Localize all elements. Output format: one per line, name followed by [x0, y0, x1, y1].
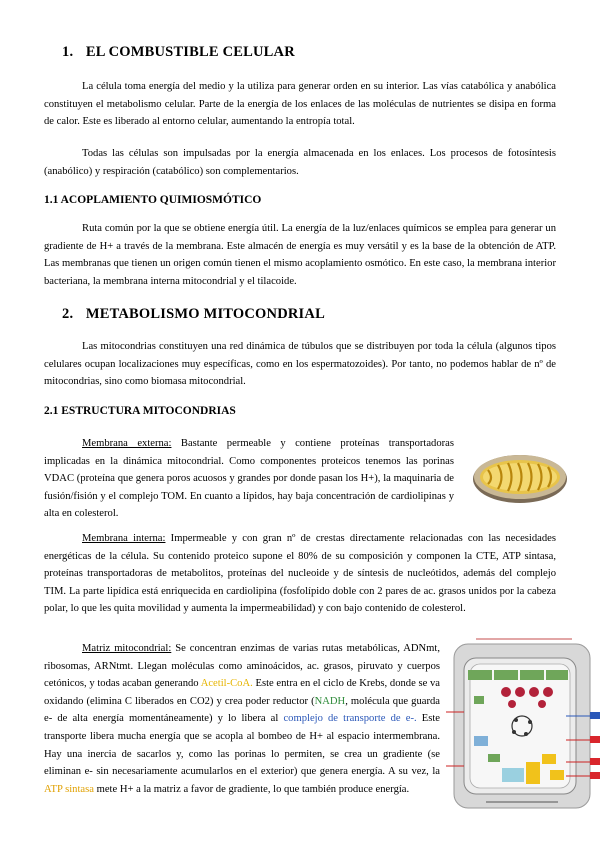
paragraph-membrana-interna	[44, 530, 556, 618]
text-matriz-3: , molécula que guarda e- de alta energía momentáneamente) y lo libera al	[44, 695, 440, 725]
paragraph-acoplamiento: Ruta común por la que se obtiene energía útil. La energía de la luz/enlaces químicos se emplea para generar un gradiente de H+ a través de la membrana. Este almacén de energía es muy versátil y es la base de la obtención de ATP. Las membranas que tienen un origen común tienen el mismo acoplamiento osmótico. En este caso, la membrana interior bacteriana, la membrana interna mitocondrial y el tilacoide.	[44, 223, 556, 287]
metabolite-node	[538, 700, 546, 708]
metabolite-node	[543, 687, 553, 697]
transporter-box	[488, 754, 500, 762]
section-heading-2	[62, 306, 325, 323]
term-acetil-coa: Acetil-CoA.	[200, 678, 253, 690]
term-matriz: Matriz mitocondrial:	[82, 643, 172, 654]
transporter-box	[546, 670, 568, 680]
krebs-node	[512, 730, 516, 734]
subsection-heading-1-1: 1.1 ACOPLAMIENTO QUIMIOSMÓTICO	[44, 194, 262, 206]
term-membrana-externa: Membrana externa:	[82, 438, 172, 449]
paragraph-membrana-externa	[44, 435, 454, 523]
term-complejo-transporte: complejo de transporte de e-.	[283, 713, 417, 725]
section-number: 1.	[62, 44, 74, 60]
term-nadh: NADH	[314, 695, 346, 707]
term-membrana-interna: Membrana interna:	[82, 533, 166, 544]
transporter-box	[494, 670, 518, 680]
section-number: 2.	[62, 306, 74, 322]
text-matriz-5: mete H+ a la matriz a favor de gradiente, lo que también produce energía.	[93, 783, 410, 795]
subsection-heading-2-1: 2.1 ESTRUCTURA MITOCONDRIAS	[44, 405, 236, 417]
text-membrana-externa: Bastante permeable y contiene proteínas transportadoras implicadas en la dinámica mitocondrial. Como componentes proteicos tenemos las porinas VDAC (proteína que genera poros acuosos y grandes por donde pasan los H+), la maquinaria de fusión/fisión y el complejo TOM. En cuanto a lípidos, hay baja concentración de cardiolipinas y alta en colesterol.	[44, 438, 454, 520]
atp-synthase-shape	[526, 762, 540, 784]
transporter-box	[468, 670, 492, 680]
text-matriz-2: Este entra en el ciclo de Krebs, donde se va oxidando (elimina C liberados en CO2) y crea poder reductor (	[44, 678, 440, 707]
etc-complex-box	[502, 768, 524, 782]
atp-synthase-shape	[542, 754, 556, 764]
paragraph-celulas: Todas las células son impulsadas por la energía almacenada en los enlaces. Los procesos de fotosíntesis (anabólico) y respiración (catabólico) son complementarios.	[44, 148, 556, 177]
mitochondrial-metabolism-diagram	[446, 636, 600, 818]
side-label-marker	[590, 712, 600, 719]
paragraph-matriz	[44, 640, 440, 798]
side-label-marker	[590, 758, 600, 765]
section-title: EL COMBUSTIBLE CELULAR	[85, 44, 295, 60]
metabolite-node	[529, 687, 539, 697]
atp-synthase-shape	[550, 770, 564, 780]
term-atp-sintasa: ATP sintasa	[44, 783, 94, 795]
section-heading-1	[62, 44, 295, 61]
text-matriz-4: Este transporte libera mucha energía que se acopla al bombeo de H+ al espacio intermembrana. Hay una inercia de sacarlos y, como las porinas lo permiten, se crea un gradiente (se eliminan e- sin necesariamente acumularlos en el exterior) que genera energía. A su vez, la	[44, 713, 441, 778]
krebs-node	[524, 732, 528, 736]
mitochondrion-illustration	[470, 446, 570, 508]
text-matriz-1: Se concentran enzimas de varias rutas metabólicas, ADNmt, ribosomas, ARNtmt. Llegan moléculas como aminoácidos, ac. grasos, piruvato y cuerpos cetónicos, y todas acaban generando	[44, 643, 440, 690]
side-label-marker	[590, 736, 600, 743]
metabolite-node	[508, 700, 516, 708]
text-membrana-interna: Impermeable y con gran nº de crestas directamente relacionadas con las necesidades energéticas de la célula. Su contenido proteico supone el 80% de su composición y componen la CTE, ATP sintasa, proteínas transportadoras de metabolitos, proteínas del nucleoide y de síntesis de nucleótidos, además del complejo TIM. La parte lipídica está enriquecida en cardiolipina (fosfolípido doble con 2 pares de ac. grasos unidos por la cabeza polar, lo que les quita movilidad y aumenta la impermeabilidad) y con bajo contenido de colesterol.	[44, 533, 556, 615]
metabolite-node	[515, 687, 525, 697]
krebs-node	[528, 720, 532, 724]
transporter-box	[474, 696, 484, 704]
krebs-node	[514, 718, 518, 722]
transporter-box	[520, 670, 544, 680]
paragraph-mitocondrias: Las mitocondrias constituyen una red dinámica de túbulos que se distribuyen por toda la célula (algunos tipos celulares ocupan localizaciones muy específicas, como en los espermatozoides). Por tanto, no podemos hablar de nº de mitocondrias, sino como biomasa mitocondrial.	[44, 341, 556, 388]
complex-box	[474, 736, 488, 746]
metabolite-node	[501, 687, 511, 697]
side-label-marker	[590, 772, 600, 779]
paragraph-energia: La célula toma energía del medio y la utiliza para generar orden en su interior. Las vías catabólica y anabólica constituyen el metabolismo celular. Parte de la energía de los enlaces de las moléculas de nutrientes se disipa en forma de calor. Este es liberado al entorno celular, aumentando la entropía total.	[44, 81, 556, 128]
section-title: METABOLISMO MITOCONDRIAL	[85, 306, 325, 322]
